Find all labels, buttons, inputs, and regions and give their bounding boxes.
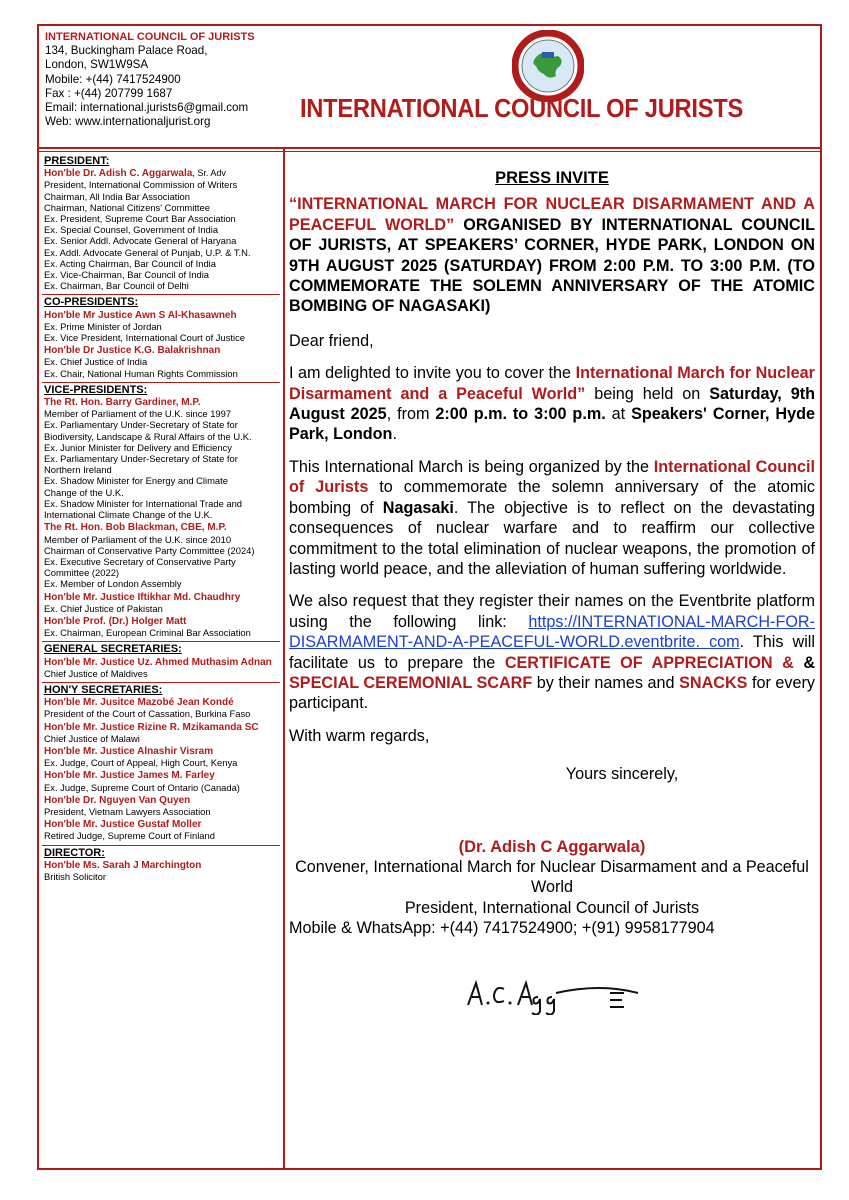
officer-title-line: Change of the U.K.: [44, 486, 124, 498]
officer-entry: [44, 592, 280, 614]
officer-name: Hon'ble Dr Justice K.G. Balakrishnan: [44, 345, 221, 357]
greeting: Dear friend,: [289, 331, 374, 350]
officer-name: The Rt. Hon. Barry Gardiner, M.P.: [44, 397, 201, 409]
officer-title-line: Ex. Parliamentary Under-Secretary of State for: [44, 453, 238, 465]
officer-title-line: Ex. Vice President, International Court of Justice: [44, 332, 245, 344]
officer-title-line: Ex. Chief Justice of India: [44, 356, 148, 368]
p3-scarf: SPECIAL CEREMONIAL SCARF: [289, 673, 533, 692]
president-title-line: Ex. Addl. Advocate General of Punjab, U.P. & T.N.: [44, 246, 251, 258]
officer-title-line: Biodiversity, Landscape & Rural Affairs of the U.K.: [44, 430, 252, 442]
officer-title-line: Member of Parliament of the U.K. since 2010: [44, 533, 232, 545]
officer-entry: [44, 522, 280, 589]
officer-title-line: Ex. Prime Minister of Jordan: [44, 320, 162, 332]
sidebar-separator: [42, 641, 280, 642]
p1-time: 2:00 p.m. to 3:00 p.m.: [435, 405, 606, 424]
officer-title-line: Ex. Chairman, European Criminal Bar Association: [44, 627, 251, 639]
p2-text: This International March is being organized by the: [289, 457, 654, 476]
officer-title-line: Ex. Chair, National Human Rights Commission: [44, 367, 238, 379]
officer-name: Hon'ble Mr. Justice Iftikhar Md. Chaudhry: [44, 591, 241, 603]
officer-title-line: Ex. Parliamentary Under-Secretary of State for: [44, 419, 238, 431]
officer-title-line: Ex. Member of London Assembly: [44, 578, 182, 590]
officer-title-line: Ex. Shadow Minister for International Trade and: [44, 497, 243, 509]
officer-entry: [44, 345, 280, 379]
sidebar-separator: [42, 682, 280, 683]
president-title-line: Ex. Acting Chairman, Bar Council of India: [44, 257, 216, 269]
header-divider-thin: [37, 151, 820, 152]
officer-name: Hon'ble Mr. Justice Rizine R. Mzikamanda SC: [44, 721, 259, 733]
letter-body: [289, 168, 815, 939]
paragraph-registration: [289, 591, 815, 713]
sidebar-separator: [42, 294, 280, 295]
p3-text: We also request that they register their names on the Eventbrite platform using the following link:: [289, 592, 815, 631]
officer-name: Hon'ble Mr. Justice Uz. Ahmed Muthasim Adnan: [44, 656, 272, 668]
officer-name: Hon'ble Mr. Justice Alnashir Visram: [44, 745, 214, 757]
officer-name: Hon'ble Ms. Sarah J Marchington: [44, 859, 202, 871]
officer-title-line: Ex. Chief Justice of Pakistan: [44, 602, 163, 614]
director-heading: DIRECTOR:: [44, 846, 105, 859]
address-line1: 134, Buckingham Palace Road,: [45, 44, 208, 58]
officer-title-line: British Solicitor: [44, 870, 106, 882]
address-mobile: Mobile: +(44) 7417524900: [45, 72, 181, 86]
president-title-line: Ex. Special Counsel, Government of India: [44, 224, 219, 236]
officer-title-line: Ex. Judge, Supreme Court of Ontario (Canada): [44, 781, 240, 793]
general-secretaries-list: [44, 657, 280, 679]
president-suffix: , Sr. Adv: [192, 168, 226, 179]
president-title-line: Ex. Senior Addl. Advocate General of Haryana: [44, 235, 237, 247]
officer-name: Hon'ble Prof. (Dr.) Holger Matt: [44, 615, 187, 627]
p3-text: for every participant.: [289, 673, 815, 713]
sidebar-officers: [44, 154, 280, 884]
headline-event-name: “INTERNATIONAL MARCH FOR NUCLEAR DISARMAMENT AND A PEACEFUL WORLD”: [289, 195, 815, 234]
officer-entry: [44, 795, 280, 817]
p1-text: , from: [386, 405, 436, 424]
p1-date: Saturday, 9th August 2025: [289, 384, 815, 424]
vicepresidents-heading: VICE-PRESIDENTS:: [44, 383, 148, 396]
officer-name: The Rt. Hon. Bob Blackman, CBE, M.P.: [44, 522, 227, 534]
address-fax: Fax : +(44) 207799 1687: [45, 86, 173, 100]
signature-space: [289, 785, 815, 837]
officer-entry: [44, 770, 280, 792]
p2-text: . The objective is to reflect on the devastating consequences of nuclear warfare and to reaffirm our collective commitment to the total elimination of nuclear weapons, the promotion of lasting world peace, and the alleviation of human suffering worldwide.: [289, 498, 815, 578]
officer-title-line: Chairman of Conservative Party Committee (2024): [44, 544, 255, 556]
headline-details: ORGANISED BY INTERNATIONAL COUNCIL OF JURISTS, AT SPEAKERS’ CORNER, HYDE PARK, LONDON ON 9TH AUGUST 2025 (SATURDAY) FROM 2:00 P.M. TO 3:00 P.M. (TO COMMEMORATE THE SOLEMN ANNIVERSARY OF THE ATOMIC BOMBING OF NAGASAKI): [289, 215, 815, 316]
officer-entry: [44, 860, 280, 882]
yours-sincerely: Yours sincerely,: [565, 765, 679, 784]
page-title: INTERNATIONAL COUNCIL OF JURISTS: [300, 95, 743, 123]
press-invite-heading: PRESS INVITE: [495, 169, 609, 187]
copresidents-list: [44, 310, 280, 379]
officer-entry: [44, 310, 280, 344]
address-org: INTERNATIONAL COUNCIL OF JURISTS: [45, 31, 255, 43]
signer-role-convener: Convener, International March for Nuclear Disarmament and a Peaceful World: [295, 857, 809, 897]
president-entry: [44, 168, 280, 291]
paragraph-purpose: [289, 457, 815, 579]
copresidents-heading: CO-PRESIDENTS:: [44, 296, 139, 309]
officer-name: Hon'ble Mr Justice Awn S Al-Khasawneh: [44, 309, 237, 321]
officer-entry: [44, 657, 280, 679]
column-divider: [283, 148, 285, 1168]
officer-name: Hon'ble Dr. Nguyen Van Quyen: [44, 794, 191, 806]
handwritten-signature: [460, 975, 660, 1015]
officer-title-line: Ex. Judge, Court of Appeal, High Court, Kenya: [44, 757, 238, 769]
president-heading: PRESIDENT:: [44, 155, 110, 167]
officer-name: Hon'ble Mr. Justice Gustaf Moller: [44, 819, 202, 831]
president-name: Hon'ble Dr. Adish C. Aggarwala: [44, 168, 193, 180]
sidebar-separator: [42, 382, 280, 383]
signer-role-president: President, International Council of Jurists: [404, 898, 700, 917]
officer-title-line: International Climate Change of the U.K.: [44, 509, 213, 521]
sidebar-separator: [42, 845, 280, 846]
president-title-line: Chairman, National Citizens' Committee: [44, 201, 210, 213]
address-line2: London, SW1W9SA: [45, 58, 149, 72]
officer-entry: [44, 722, 280, 744]
officer-title-line: Committee (2022): [44, 567, 120, 579]
director-list: [44, 860, 280, 882]
regards: With warm regards,: [289, 726, 430, 745]
p1-place: Speakers' Corner, Hyde Park, London: [289, 405, 816, 444]
president-title-line: Chairman, All India Bar Association: [44, 190, 190, 202]
p1-text: being held on: [585, 384, 710, 403]
general-secretaries-heading: GENERAL SECRETARIES:: [44, 643, 182, 656]
officer-title-line: Ex. Shadow Minister for Energy and Climate: [44, 475, 228, 487]
eventbrite-link[interactable]: https://INTERNATIONAL-MARCH-FOR- DISARMAMENT-AND-A-PEACEFUL-WORLD.eventbrite. com: [289, 612, 815, 652]
president-title-line: President, International Commission of Writers: [44, 179, 238, 191]
officer-title-line: Ex. Executive Secretary of Conservative Party: [44, 555, 236, 567]
president-title-line: Ex. Vice-Chairman, Bar Council of India: [44, 269, 210, 281]
hony-secretaries-list: [44, 697, 280, 841]
officer-entry: [44, 616, 280, 638]
officer-title-line: Retired Judge, Supreme Court of Finland: [44, 830, 215, 842]
address-email: Email: international.jurists6@gmail.com: [45, 101, 249, 115]
signer-name: (Dr. Adish C Aggarwala): [458, 837, 646, 856]
officer-title-line: President, Vietnam Lawyers Association: [44, 805, 211, 817]
officer-entry: [44, 397, 280, 520]
officer-title-line: Chief Justice of Maldives: [44, 667, 148, 679]
officer-name: Hon'ble Mr. Justice James M. Farley: [44, 770, 215, 782]
officer-title-line: Ex. Junior Minister for Delivery and Efficiency: [44, 441, 232, 453]
p2-text: to commemorate the solemn anniversary of the atomic bombing of: [289, 478, 815, 517]
officer-title-line: Member of Parliament of the U.K. since 1997: [44, 408, 232, 420]
officer-name: Hon'ble Mr. Jusitce Mazobé Jean Kondé: [44, 697, 234, 709]
officer-title-line: President of the Court of Cassation, Burkina Faso: [44, 708, 251, 720]
officer-entry: [44, 746, 280, 768]
p1-text: I am delighted to invite you to cover the: [289, 364, 576, 383]
officer-entry: [44, 697, 280, 719]
p2-org: International Council of Jurists: [289, 457, 815, 497]
p3-text: by their names and: [532, 673, 680, 692]
officer-title-line: Chief Justice of Malawi: [44, 732, 140, 744]
officer-entry: [44, 819, 280, 841]
p1-event-name: International March for Nuclear Disarmament and a Peaceful World”: [289, 364, 815, 403]
ring-logo-icon: [512, 30, 584, 102]
p3-ampersand: &: [793, 653, 816, 672]
address-block: [45, 30, 281, 129]
address-web: Web: www.internationaljurist.org: [45, 115, 211, 129]
p2-nagasaki: Nagasaki: [382, 498, 454, 517]
signer-contact: Mobile & WhatsApp: +(44) 7417524900; +(91) 9958177904: [289, 919, 715, 938]
vicepresidents-list: [44, 397, 280, 638]
president-title-line: Ex. President, Supreme Court Bar Association: [44, 213, 236, 225]
p1-text: at: [605, 405, 632, 424]
p3-certificate: CERTIFICATE OF APPRECIATION &: [504, 653, 794, 672]
officer-title-line: Northern Ireland: [44, 464, 112, 476]
hony-secretaries-heading: HON'Y SECRETARIES:: [44, 683, 163, 696]
paragraph-invitation: [289, 363, 815, 445]
president-lines: [44, 179, 280, 291]
president-title-line: Ex. Chairman, Bar Council of Delhi: [44, 280, 189, 292]
p3-snacks: SNACKS: [679, 673, 748, 692]
headline: [289, 194, 815, 316]
p3-text: . This will facilitate us to prepare the: [289, 633, 815, 672]
header-divider: [37, 147, 820, 149]
p1-text: .: [392, 425, 397, 444]
